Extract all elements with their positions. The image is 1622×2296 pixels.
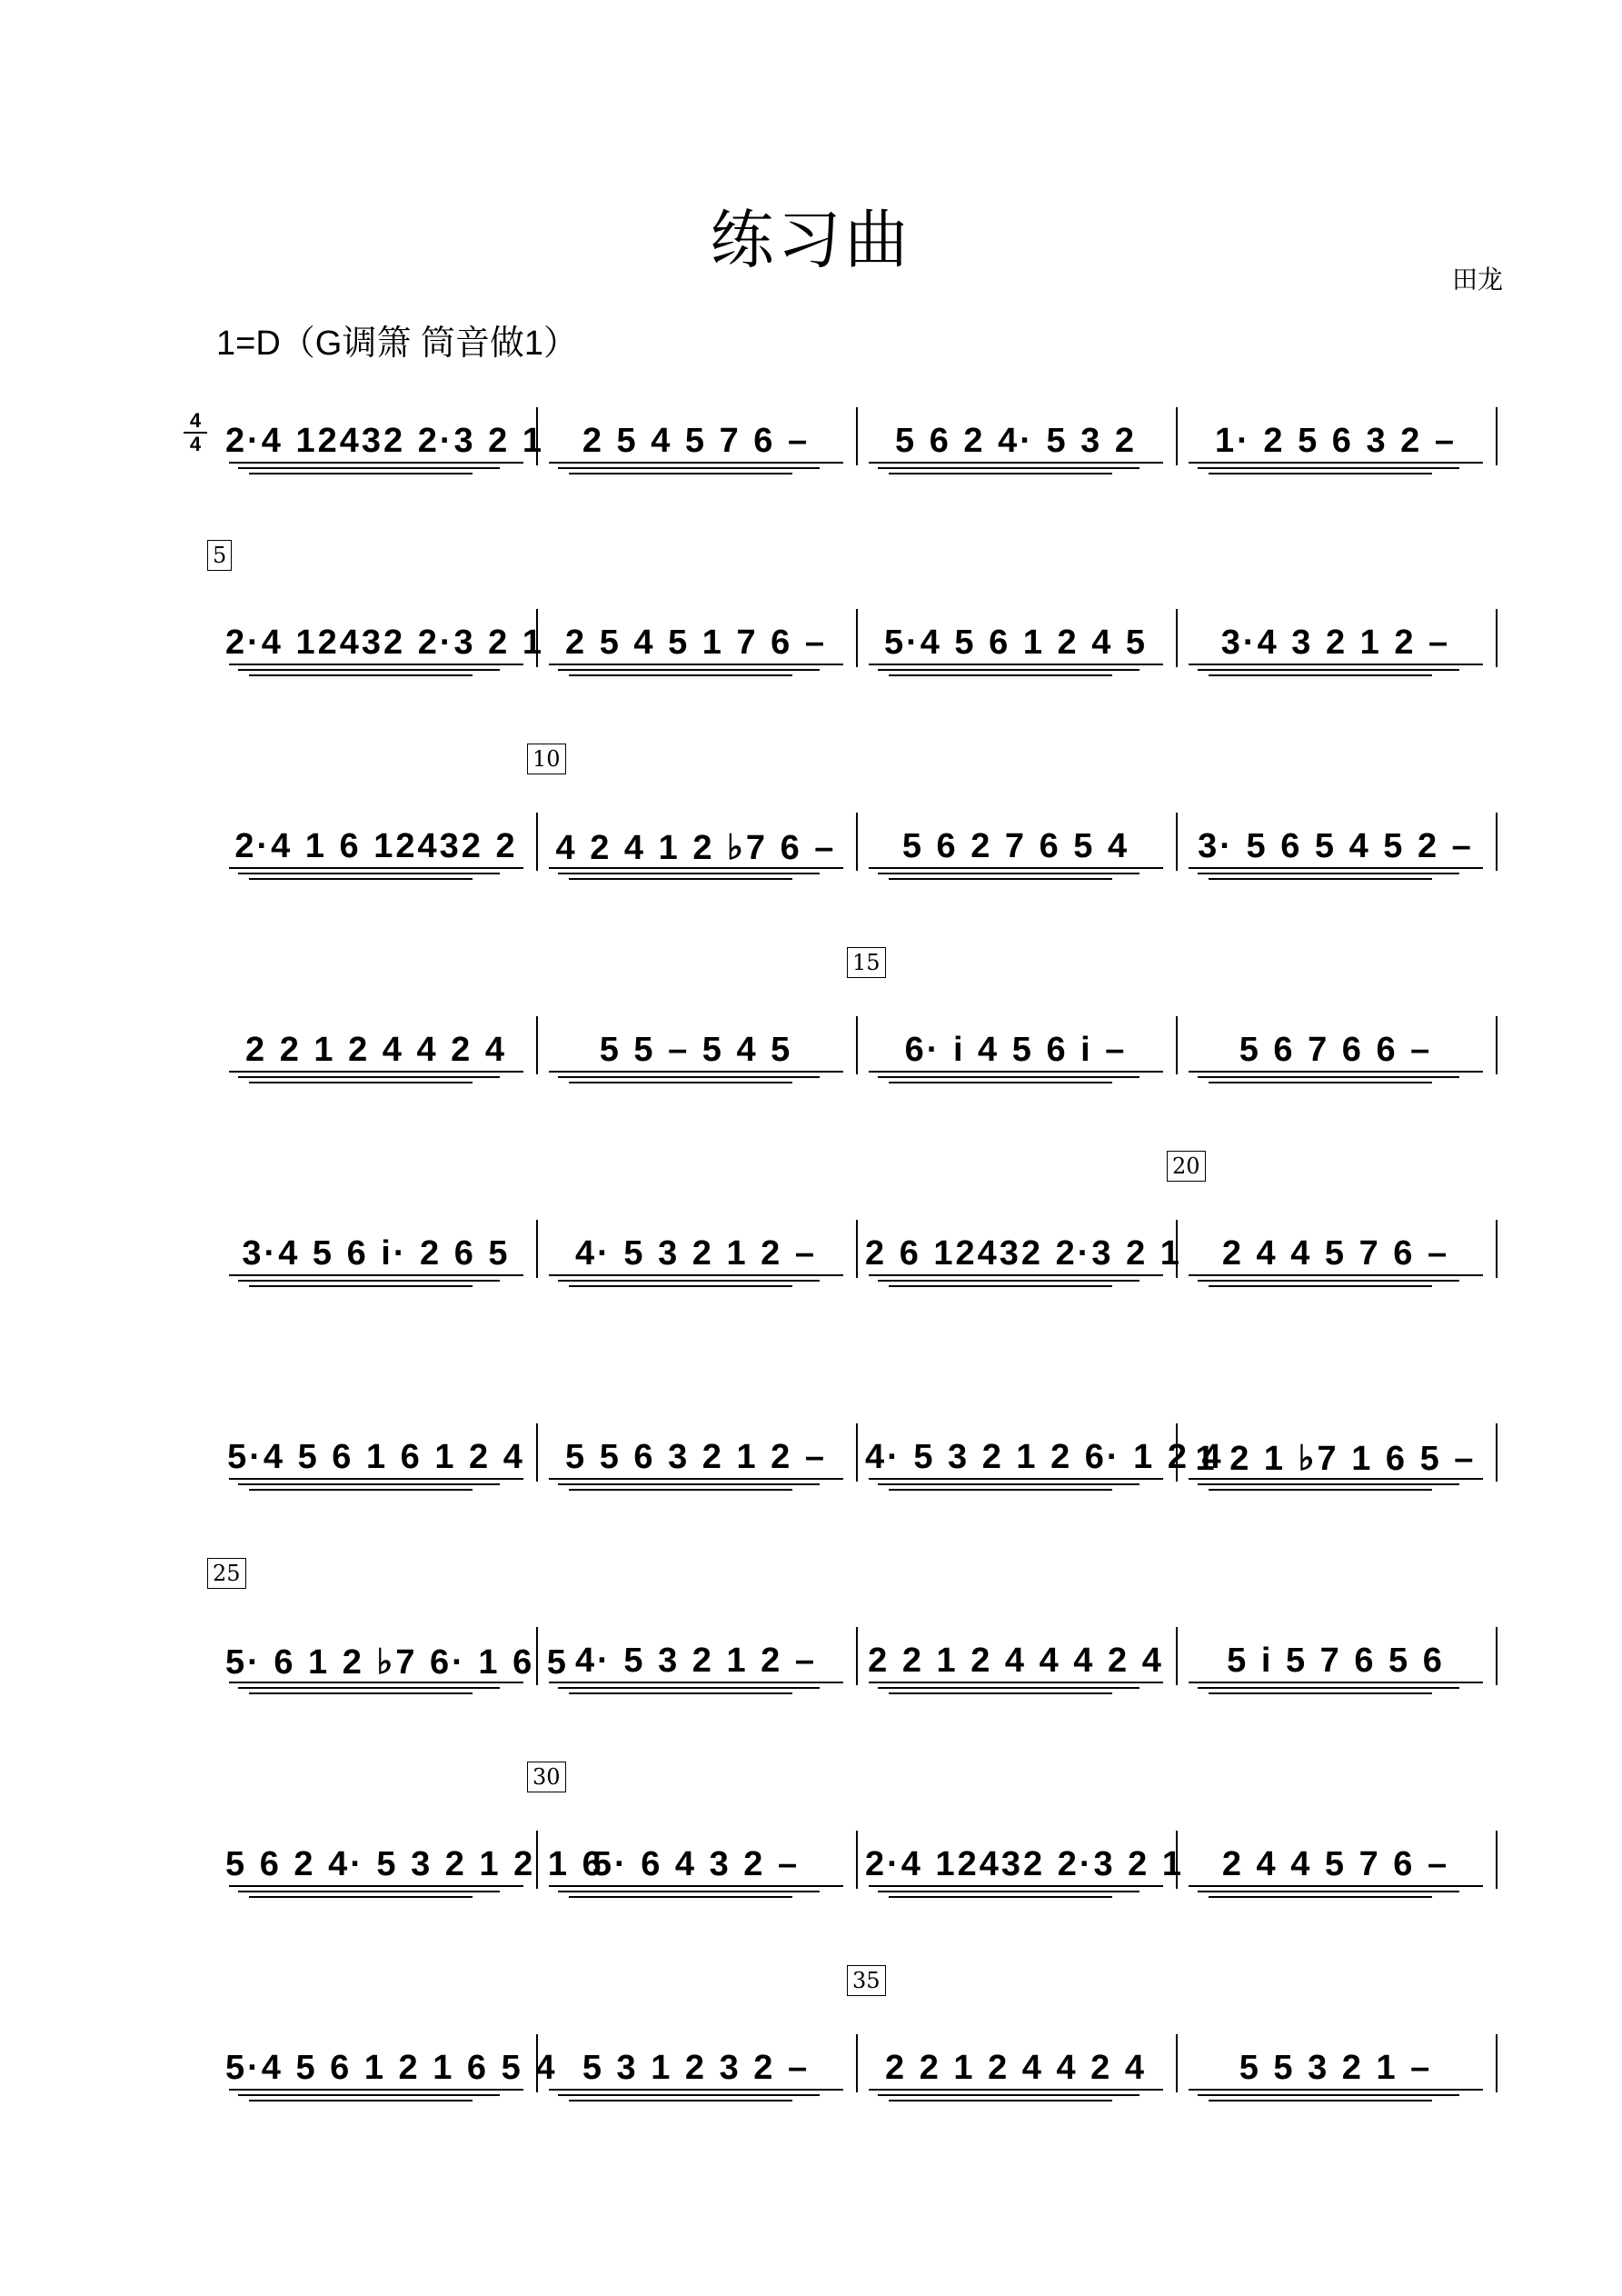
- measure: [852, 1968, 1176, 2134]
- measure: [1176, 1007, 1496, 1116]
- beam-underline: [569, 473, 792, 474]
- measure: [536, 1414, 856, 1523]
- measure-notes: 4 2 4 1 2 ♭7 6 –: [555, 829, 837, 867]
- beam-underline: [549, 1274, 843, 1276]
- measure-number: 15: [847, 947, 886, 978]
- beam-underline: [549, 867, 843, 869]
- measure: [1172, 1153, 1496, 1320]
- beam-underline: [889, 473, 1112, 474]
- measure-notes: 4· 5 3 2 1 2 6· 1 2 4: [865, 1438, 1224, 1476]
- measure-notes: 1 2 1 ♭7 1 6 5 –: [1195, 1440, 1477, 1478]
- measure-notes: 5·4 5 6 1 2 1 6 5 4: [225, 2049, 558, 2087]
- beam-underline: [1198, 669, 1459, 671]
- composer-name: 田龙: [1452, 265, 1504, 294]
- measure-notes: 2·4 12432 2·3 2 1: [225, 422, 545, 460]
- measure-notes: 5 6 7 6 6 –: [1239, 1031, 1433, 1069]
- beam-underline: [889, 1082, 1112, 1083]
- barline: [1496, 1423, 1498, 1482]
- barline: [1496, 1831, 1498, 1889]
- beam-underline: [549, 1682, 843, 1683]
- measure-notes: 5· 6 1 2 ♭7 6· 1 6 5: [225, 1643, 569, 1682]
- score-row: [0, 746, 1622, 913]
- beam-underline: [869, 2089, 1163, 2091]
- measure: [536, 600, 856, 709]
- measure-notes: 2 4 4 5 7 6 –: [1221, 1234, 1450, 1273]
- beam-underline: [869, 867, 1163, 869]
- measure: [536, 2025, 856, 2134]
- beam-underline: [558, 1687, 820, 1689]
- measure: [1176, 804, 1496, 913]
- beam-underline: [558, 1891, 820, 1892]
- measure: [852, 950, 1176, 1116]
- beam-underline: [878, 873, 1139, 874]
- measure-notes: 2 5 4 5 7 6 –: [582, 422, 811, 460]
- key-signature: 1=D（G调箫 筒音做1）: [216, 324, 579, 363]
- beam-underline: [558, 1483, 820, 1485]
- beam-underline: [569, 1082, 792, 1083]
- beam-underline: [549, 462, 843, 464]
- beam-underline: [869, 1682, 1163, 1683]
- beam-underline: [558, 467, 820, 469]
- measure: [532, 1764, 856, 1931]
- beam-underline: [869, 664, 1163, 665]
- beam-underline: [238, 1687, 500, 1689]
- beam-underline: [1209, 1489, 1432, 1491]
- beam-underline: [869, 462, 1163, 464]
- beam-underline: [238, 873, 500, 874]
- beam-underline: [878, 1687, 1139, 1689]
- beam-underline: [558, 1076, 820, 1078]
- measure-notes: 5 5 3 2 1 –: [1239, 2049, 1433, 2087]
- score-row: [0, 1414, 1622, 1523]
- measure: [856, 1618, 1176, 1727]
- measure-notes: 3·4 3 2 1 2 –: [1220, 624, 1451, 662]
- beam-underline: [549, 1478, 843, 1480]
- measure: [1176, 1618, 1496, 1727]
- beam-underline: [549, 664, 843, 665]
- beam-underline: [889, 1896, 1112, 1898]
- beam-underline: [878, 1891, 1139, 1892]
- beam-underline: [878, 1076, 1139, 1078]
- beam-underline: [549, 2089, 843, 2091]
- measure-notes: 1· 2 5 6 3 2 –: [1215, 422, 1457, 460]
- barline: [1496, 609, 1498, 667]
- measure-notes: 3· 5 6 5 4 5 2 –: [1198, 827, 1474, 865]
- barline: [1496, 1627, 1498, 1685]
- beam-underline: [569, 1896, 792, 1898]
- barline: [1496, 1220, 1498, 1278]
- beam-underline: [238, 1891, 500, 1892]
- score-row: [0, 1968, 1622, 2134]
- beam-underline: [878, 467, 1139, 469]
- barline: [1496, 407, 1498, 465]
- measure-notes: 5 i 5 7 6 5 6: [1227, 1642, 1445, 1680]
- beam-underline: [1198, 1483, 1459, 1485]
- beam-underline: [1189, 2089, 1483, 2091]
- measure: [856, 804, 1176, 913]
- beam-underline: [249, 1489, 473, 1491]
- barline: [1496, 813, 1498, 871]
- measure-notes: 5 3 1 2 3 2 –: [582, 2049, 811, 2087]
- barline: [1496, 2034, 1498, 2092]
- beam-underline: [1189, 1478, 1483, 1480]
- measure: [536, 1007, 856, 1116]
- beam-underline: [1198, 1280, 1459, 1282]
- measure-notes: 5 6 2 7 6 5 4: [901, 827, 1130, 865]
- time-signature-denominator: 4: [189, 433, 202, 455]
- beam-underline: [1198, 873, 1459, 874]
- beam-underline: [878, 1483, 1139, 1485]
- beam-underline: [249, 1082, 473, 1083]
- measure: [216, 1007, 536, 1116]
- beam-underline: [1209, 1896, 1432, 1898]
- measure-notes: 5·4 5 6 1 2 4 5: [883, 624, 1149, 662]
- score-row: [0, 398, 1622, 507]
- beam-underline: [869, 1885, 1163, 1887]
- beam-underline: [249, 1692, 473, 1694]
- beam-underline: [878, 1280, 1139, 1282]
- beam-underline: [1189, 664, 1483, 665]
- beam-underline: [558, 669, 820, 671]
- measure: [1176, 398, 1496, 507]
- beam-underline: [229, 867, 523, 869]
- beam-underline: [889, 2100, 1112, 2101]
- measure-notes: 2 2 1 2 4 4 4 2 4: [868, 1642, 1164, 1680]
- beam-underline: [1209, 1692, 1432, 1694]
- beam-underline: [878, 2094, 1139, 2096]
- score-row: [0, 543, 1622, 709]
- beam-underline: [889, 674, 1112, 676]
- beam-underline: [1189, 1071, 1483, 1073]
- measure: [216, 1822, 604, 1931]
- beam-underline: [549, 1885, 843, 1887]
- beam-underline: [238, 1280, 500, 1282]
- beam-underline: [569, 2100, 792, 2101]
- measure-notes: 2·4 12432 2·3 2 1: [225, 624, 545, 662]
- beam-underline: [229, 1071, 523, 1073]
- beam-underline: [889, 878, 1112, 880]
- measure: [856, 1414, 1224, 1523]
- measure-number: 25: [207, 1558, 246, 1589]
- beam-underline: [1209, 2100, 1432, 2101]
- beam-underline: [249, 2100, 473, 2101]
- beam-underline: [229, 2089, 523, 2091]
- measure-number: 30: [527, 1762, 566, 1792]
- measure-notes: 2·4 12432 2·3 2 1: [865, 1845, 1185, 1883]
- beam-underline: [238, 2094, 500, 2096]
- measure-notes: 2 2 1 2 4 4 2 4: [245, 1031, 507, 1069]
- beam-underline: [1198, 1076, 1459, 1078]
- beam-underline: [1209, 1082, 1432, 1083]
- beam-underline: [1209, 878, 1432, 880]
- measure-notes: 2 6 12432 2·3 2 1: [865, 1234, 1182, 1273]
- measure: [856, 600, 1176, 709]
- beam-underline: [569, 1489, 792, 1491]
- measure-number: 20: [1167, 1151, 1206, 1182]
- measure: [213, 543, 545, 709]
- beam-underline: [878, 669, 1139, 671]
- measure-notes: 5 5 – 5 4 5: [599, 1031, 793, 1069]
- measure-number: 10: [527, 744, 566, 774]
- beam-underline: [249, 674, 473, 676]
- measure-notes: 5 6 2 4· 5 3 2: [895, 422, 1137, 460]
- measure: [1176, 600, 1496, 709]
- beam-underline: [869, 1478, 1163, 1480]
- beam-underline: [249, 878, 473, 880]
- measure: [216, 1414, 536, 1523]
- beam-underline: [1209, 674, 1432, 676]
- beam-underline: [238, 669, 500, 671]
- beam-underline: [1198, 467, 1459, 469]
- beam-underline: [249, 1896, 473, 1898]
- measure: [856, 1822, 1185, 1931]
- beam-underline: [569, 1692, 792, 1694]
- measure-notes: 4· 5 3 2 1 2 –: [575, 1234, 817, 1273]
- beam-underline: [1189, 867, 1483, 869]
- measure-number: 35: [847, 1965, 886, 1996]
- measure-notes: 5· 6 4 3 2 –: [592, 1845, 801, 1883]
- beam-underline: [569, 878, 792, 880]
- beam-underline: [869, 1274, 1163, 1276]
- measure: [213, 1561, 569, 1727]
- measure-notes: 5·4 5 6 1 6 1 2 4: [227, 1438, 525, 1476]
- beam-underline: [889, 1285, 1112, 1287]
- time-signature-numerator: 4: [189, 409, 202, 432]
- score-row: [0, 1153, 1622, 1320]
- beam-underline: [1189, 1682, 1483, 1683]
- beam-underline: [249, 473, 473, 474]
- beam-underline: [869, 1071, 1163, 1073]
- measure: [536, 1618, 856, 1727]
- measure-notes: 4· 5 3 2 1 2 –: [575, 1642, 817, 1680]
- measure: [856, 1211, 1182, 1320]
- measure-notes: 2 5 4 5 1 7 6 –: [565, 624, 827, 662]
- measure: [536, 398, 856, 507]
- beam-underline: [229, 1682, 523, 1683]
- beam-underline: [1189, 462, 1483, 464]
- measure-notes: 6· i 4 5 6 i –: [904, 1031, 1128, 1069]
- beam-underline: [1198, 1687, 1459, 1689]
- measure: [856, 398, 1176, 507]
- measure-notes: 5 6 2 4· 5 3 2 1 2 1 6: [225, 1845, 604, 1883]
- measure: [216, 398, 545, 507]
- beam-underline: [889, 1489, 1112, 1491]
- beam-underline: [229, 462, 523, 464]
- measure: [216, 2025, 558, 2134]
- measure-number: 5: [207, 540, 232, 571]
- beam-underline: [558, 1280, 820, 1282]
- beam-underline: [238, 1483, 500, 1485]
- measure: [216, 1211, 536, 1320]
- beam-underline: [569, 1285, 792, 1287]
- score-title: 练习曲: [710, 203, 912, 277]
- beam-underline: [889, 1692, 1112, 1694]
- beam-underline: [569, 674, 792, 676]
- measure-notes: 2 2 1 2 4 4 2 4: [885, 2049, 1147, 2087]
- measure-notes: 2 4 4 5 7 6 –: [1221, 1845, 1450, 1883]
- beam-underline: [558, 2094, 820, 2096]
- measure: [532, 746, 856, 913]
- beam-underline: [1189, 1885, 1483, 1887]
- beam-underline: [1189, 1274, 1483, 1276]
- beam-underline: [229, 1885, 523, 1887]
- beam-underline: [238, 467, 500, 469]
- beam-underline: [558, 873, 820, 874]
- beam-underline: [238, 1076, 500, 1078]
- measure-notes: 2·4 1 6 12432 2: [234, 827, 518, 865]
- barline: [1496, 1016, 1498, 1074]
- beam-underline: [229, 1478, 523, 1480]
- score-row: [0, 1764, 1622, 1931]
- beam-underline: [229, 664, 523, 665]
- measure-notes: 5 5 6 3 2 1 2 –: [565, 1438, 827, 1476]
- score-row: [0, 950, 1622, 1116]
- beam-underline: [229, 1274, 523, 1276]
- beam-underline: [249, 1285, 473, 1287]
- beam-underline: [1198, 2094, 1459, 2096]
- beam-underline: [1209, 1285, 1432, 1287]
- beam-underline: [549, 1071, 843, 1073]
- measure: [1176, 1822, 1496, 1931]
- beam-underline: [1198, 1891, 1459, 1892]
- score-row: [0, 1561, 1622, 1727]
- measure: [1176, 1414, 1496, 1523]
- measure: [216, 804, 536, 913]
- beam-underline: [1209, 473, 1432, 474]
- measure: [536, 1211, 856, 1320]
- measure-notes: 3·4 5 6 i· 2 6 5: [242, 1234, 511, 1273]
- measure: [1176, 2025, 1496, 2134]
